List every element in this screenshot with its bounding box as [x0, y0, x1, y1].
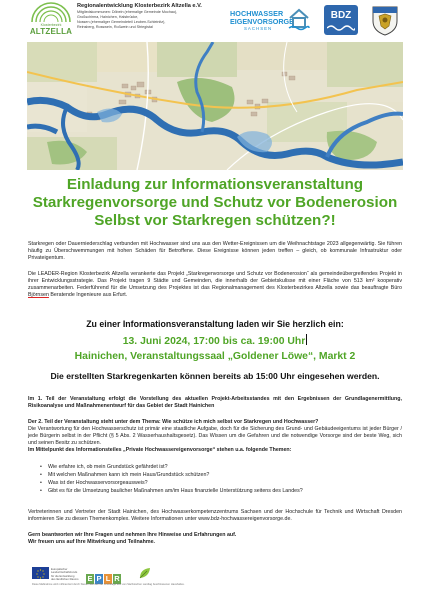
list-item: • Wie erfahre ich, ob mein Grundstück gefährdet ist?	[40, 463, 400, 471]
hw-logo-line2: EIGENVORSORGE	[230, 17, 294, 26]
closing-paragraph	[28, 532, 402, 546]
speakers-paragraph: Vertreterinnen und Vertreter der Stadt Hainichen, des Hochwasserkompetenzzentrums Sachsen und der Hochschule für Technik und Wirtschaft Dresden informieren Sie zu diesen Themenkomplex. Weitere Informationen unter www.bdz-hochwassereigenvorsorge.de.	[28, 509, 402, 523]
eplr-letter: R	[114, 574, 120, 583]
leader-leaf-icon	[138, 566, 152, 580]
org-line: Nossen (ehemaliger Gemeindeteil Leuben-Schleinitz),	[77, 20, 166, 24]
eu-fund-text: Europäischer Landwirtschaftsfonds für die Entwicklung des ländlichen Raums	[51, 567, 79, 582]
altzella-logo	[28, 2, 72, 36]
house-water-icon	[288, 7, 310, 31]
org-lines	[77, 10, 227, 30]
eplr-letter: E	[87, 574, 93, 583]
logo-name: ALTZELLA	[29, 27, 73, 36]
event-date-text: 13. Juni 2024, 17:00 bis ca. 19:00 Uhr	[122, 336, 306, 347]
closing-line: Wir freuen uns auf Ihre Mitwirkung und Teilnahme.	[28, 539, 155, 546]
flyer-title	[28, 176, 402, 230]
funding-note: Diese Maßnahme wird mitfinanziert durch Steuermittel auf der Grundlage des vom Sächsischen Landtag beschlossenen Haushaltes.	[32, 583, 185, 586]
company-name: Björnsen	[28, 292, 49, 299]
hochwasser-eigenvorsorge-logo	[230, 6, 310, 34]
bdz-logo-text: BDZ	[330, 10, 352, 21]
header	[0, 0, 430, 40]
org-line: Mitgliedskommunen: Döbeln (ehemalige Gemeinde Mochau),	[77, 10, 178, 14]
title-line: Starkregenvorsorge und Schutz vor Bodenerosion	[32, 194, 398, 211]
part-one-paragraph: Im 1. Teil der Veranstaltung erfolgt die Vorstellung des aktuellen Projekt-Arbeitsstandes mit den Ergebnissen der Grundlagenermittlung, Risikoanalyse und Maßnahmenentwurf für das Gebiet der Stadt Hainichen	[28, 396, 402, 410]
altzella-wave-icon	[30, 2, 72, 24]
hw-logo-line3: SACHSEN	[244, 26, 273, 31]
eplr-letter: L	[105, 574, 111, 583]
event-venue: Hainichen, Veranstaltungssaal „Goldener Löwe“, Markt 2	[74, 351, 356, 362]
org-title: Regionalentwicklung Klosterbezirk Altzella e.V.	[77, 3, 202, 9]
eplr-logo	[86, 568, 132, 583]
part-two-heading: Der 2. Teil der Veranstaltung steht unter dem Thema: Wie schütze ich mich selbst vor Starkregen und Hochwasser?	[28, 419, 319, 425]
project-paragraph-text: Die LEADER-Region Klosterbezirk Altzella verankerte das Projekt „Starkregenvorsorge und Schutz vor Bodenerosion“ als gemeindeübergreifendes Projekt in ihrer Entwicklungsstrategie. Das Projekt tragen 9 Städte und Gemeinden, die innerhalb der Gebietskulisse mit einer Fläche von 513 km² kooperativ zusammenarbeiten. Federführend für die Umsetzung des Projektes ist das Regionalmanagement des Klosterbezirkes Altzella sowie das beauftragte Büro	[28, 271, 402, 292]
list-item: • Was ist der Hochwasservorsorgeausweis?	[40, 479, 400, 487]
org-line: Großschirma, Hainichen, Halsbrücke,	[77, 15, 139, 19]
bdz-logo	[324, 5, 358, 35]
eplr-letter: P	[96, 574, 102, 583]
project-paragraph-end: Beratende Ingenieure aus Erfurt.	[48, 292, 128, 299]
closing-line: Gern beantworten wir Ihre Fragen und nehmen Ihre Hinweise und Erfahrungen auf.	[28, 532, 237, 538]
invitation-line: Zu einer Informationsveranstaltung laden wir Sie herzlich ein:	[86, 319, 344, 329]
part-two-topics-intro: Im Mittelpunkt des Informationsteiles „Private Hochwassereigenvorsorge“ stehen u.a. folgende Themen:	[28, 447, 292, 454]
intro-paragraph: Starkregen oder Dauerniederschlag verbunden mit Hochwasser sind uns aus den Wetter-Ereignissen um die Weihnachtstage 2023 allgegenwärtig. Sie führen häufig zu Überschwemmungen mit hohen Schäden für Betroffene. Diese Ereignisse können jeden treffen – gleich, ob kommunale Infrastruktur oder Privateigentum.	[28, 241, 402, 262]
list-item: • Mit welchen Maßnahmen kann ich mein Haus/Grundstück schützen?	[40, 471, 400, 479]
part-two-body: Die Verantwortung für den Hochwasserschutz ist primär eine staatliche Aufgabe, doch für die Sicherung des Grund- und Gebäudeeigentums ist jeder Bürger / jede Bürgerin selbst in der Pflicht (§ 5 Abs. 2 Wasserhaushaltsgesetz). Das Wissen um die Gefahren und die notwendige Vorsorge sind der beste Weg, sich und seinen Besitz zu schützen.	[28, 426, 402, 447]
logo-small-text: Klosterbezirk	[40, 23, 62, 27]
org-line: Reinsberg, Rosswein, Roßwein und Striegistal	[77, 25, 153, 29]
maps-notice: Die erstellten Starkregenkarten können bereits ab 15:00 Uhr eingesehen werden.	[50, 371, 380, 381]
hw-logo-line1: HOCHWASSER	[230, 9, 284, 18]
org-info	[77, 3, 227, 30]
bdz-wave-icon	[327, 23, 355, 32]
event-date	[28, 334, 402, 347]
eu-flag-icon	[32, 567, 49, 579]
list-item: • Gibt es für die Umsetzung baulicher Maßnahmen am/im Haus finanzielle Unterstützung seitens des Landes?	[40, 487, 400, 495]
title-line: Selbst vor Starkregen schützen?!	[94, 212, 336, 229]
title-line: Einladung zur Informationsveranstaltung	[66, 176, 364, 193]
map-illustration	[27, 42, 403, 170]
project-paragraph	[28, 271, 402, 299]
topic-list	[40, 463, 400, 495]
part-two-paragraph	[28, 419, 402, 454]
flood-hazard-map	[27, 42, 403, 170]
text-cursor	[306, 334, 307, 345]
coat-of-arms-icon	[370, 4, 400, 36]
funding-footer	[28, 565, 402, 595]
